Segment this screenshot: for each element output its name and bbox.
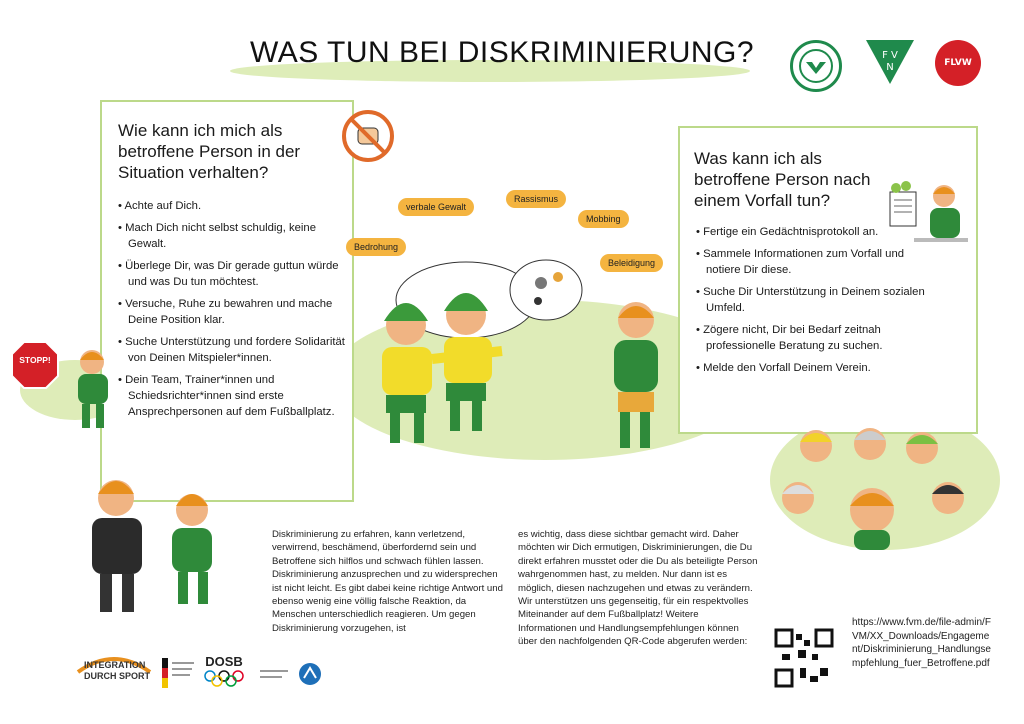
left-box-heading: Wie kann ich mich als betroffene Person in der Situation verhalten? — [118, 121, 301, 182]
hunched-player-illustration — [588, 298, 668, 460]
list-item: • Fertige ein Gedächtnisprotokoll an. — [696, 224, 928, 240]
list-item: • Dein Team, Trainer*innen und Schiedsrichter*innen sind erste Ansprechpersonen auf dem Fußballplatz. — [118, 372, 346, 420]
list-item: • Zögere nicht, Dir bei Bedarf zeitnah professionelle Beratung zu suchen. — [696, 322, 928, 354]
no-violence-icon — [340, 108, 396, 164]
right-box-heading: Was kann ich als betroffene Person nach einem Vorfall tun? — [694, 149, 871, 210]
bundesministerium-logo — [160, 656, 196, 692]
tag-verbale-gewalt: verbale Gewalt — [398, 198, 474, 216]
dosb-logo — [202, 654, 246, 694]
writing-person-illustration — [884, 180, 970, 250]
body-text-col1: Diskriminierung zu erfahren, kann verletzend, verwirrend, beschämend, überfordernd sein und Betroffene sich hilflos und schwach fühlen lassen. Diskriminierung anzusprechen und zu widersprechen ist nicht leicht. Es gibt dabei keine richtige Antwort und ebenso wenig eine völlig falsche Reaktion, da Menschen unterschiedlich reagieren. Um gegen Diskriminierung vorzugehen, ist — [272, 529, 503, 634]
stop-sign-label: STOPP! — [19, 355, 51, 365]
list-item: • Suche Unterstützung und fordere Solidarität von Deinen Mitspieler*innen. — [118, 334, 346, 366]
integration-durch-sport-logo — [74, 652, 154, 692]
list-item: • Melde den Vorfall Deinem Verein. — [696, 360, 928, 376]
landessportbund-logo — [258, 660, 324, 690]
tag-mobbing: Mobbing — [578, 210, 629, 228]
people-group-illustration — [772, 424, 988, 554]
tag-bedrohung: Bedrohung — [346, 238, 406, 256]
download-url[interactable]: https://www.fvm.de/file-admin/FVM/XX_Downloads/Engagement/Diskriminierung_Handlungsempfehlung_fuer_Betroffene.pdf — [852, 617, 991, 669]
list-item: • Überlege Dir, was Dir gerade guttun würde und was Du tun möchtest. — [118, 258, 346, 290]
list-item: • Suche Dir Unterstützung in Deinem sozialen Umfeld. — [696, 284, 928, 316]
list-item: • Versuche, Ruhe zu bewahren und mache Deine Position klar. — [118, 296, 346, 328]
fvn-logo — [862, 34, 918, 86]
tag-beleidigung: Beleidigung — [600, 254, 663, 272]
dosb-label: DOSB — [205, 654, 243, 669]
list-item: • Mach Dich nicht selbst schuldig, keine Gewalt. — [118, 220, 346, 252]
list-item: • Achte auf Dich. — [118, 198, 346, 214]
list-item: • Sammele Informationen zum Vorfall und notiere Dir diese. — [696, 246, 928, 278]
svg-text:FLVW: FLVW — [944, 58, 972, 68]
left-info-box — [100, 100, 354, 502]
page-title: WAS TUN BEI DISKRIMINIERUNG? — [250, 36, 755, 69]
right-info-box — [678, 126, 978, 434]
tag-rassismus: Rassismus — [506, 190, 566, 208]
referee-player-illustration — [70, 470, 250, 620]
svg-text:F V: F V — [882, 50, 898, 61]
qr-code[interactable] — [774, 628, 834, 688]
body-text-col2: es wichtig, dass diese sichtbar gemacht wird. Daher möchten wir Dich ermutigen, Diskriminierungen, die Du direkt erfahren musstet oder die Du als beteiligte Person wahrgenommen hast, zu melden. Nur dann ist es möglich, diesen nachzugehen und etwas zu verändern. Wir unterstützen uns gegenseitig, für ein respektvolles Miteinander auf dem Fußballplatz! Weitere Informationen und Handlungsempfehlungen können über den nachfolgenden QR-Code abgerufen werden: — [518, 529, 758, 648]
fvm-logo — [790, 40, 842, 92]
integration-line2: DURCH SPORT — [84, 671, 151, 681]
stop-player-illustration — [12, 340, 122, 432]
flvw-logo — [935, 40, 981, 86]
integration-line1: INTEGRATION — [84, 660, 146, 670]
left-box-list — [118, 198, 346, 426]
arguing-players-illustration — [326, 255, 586, 455]
svg-text:N: N — [886, 62, 894, 73]
